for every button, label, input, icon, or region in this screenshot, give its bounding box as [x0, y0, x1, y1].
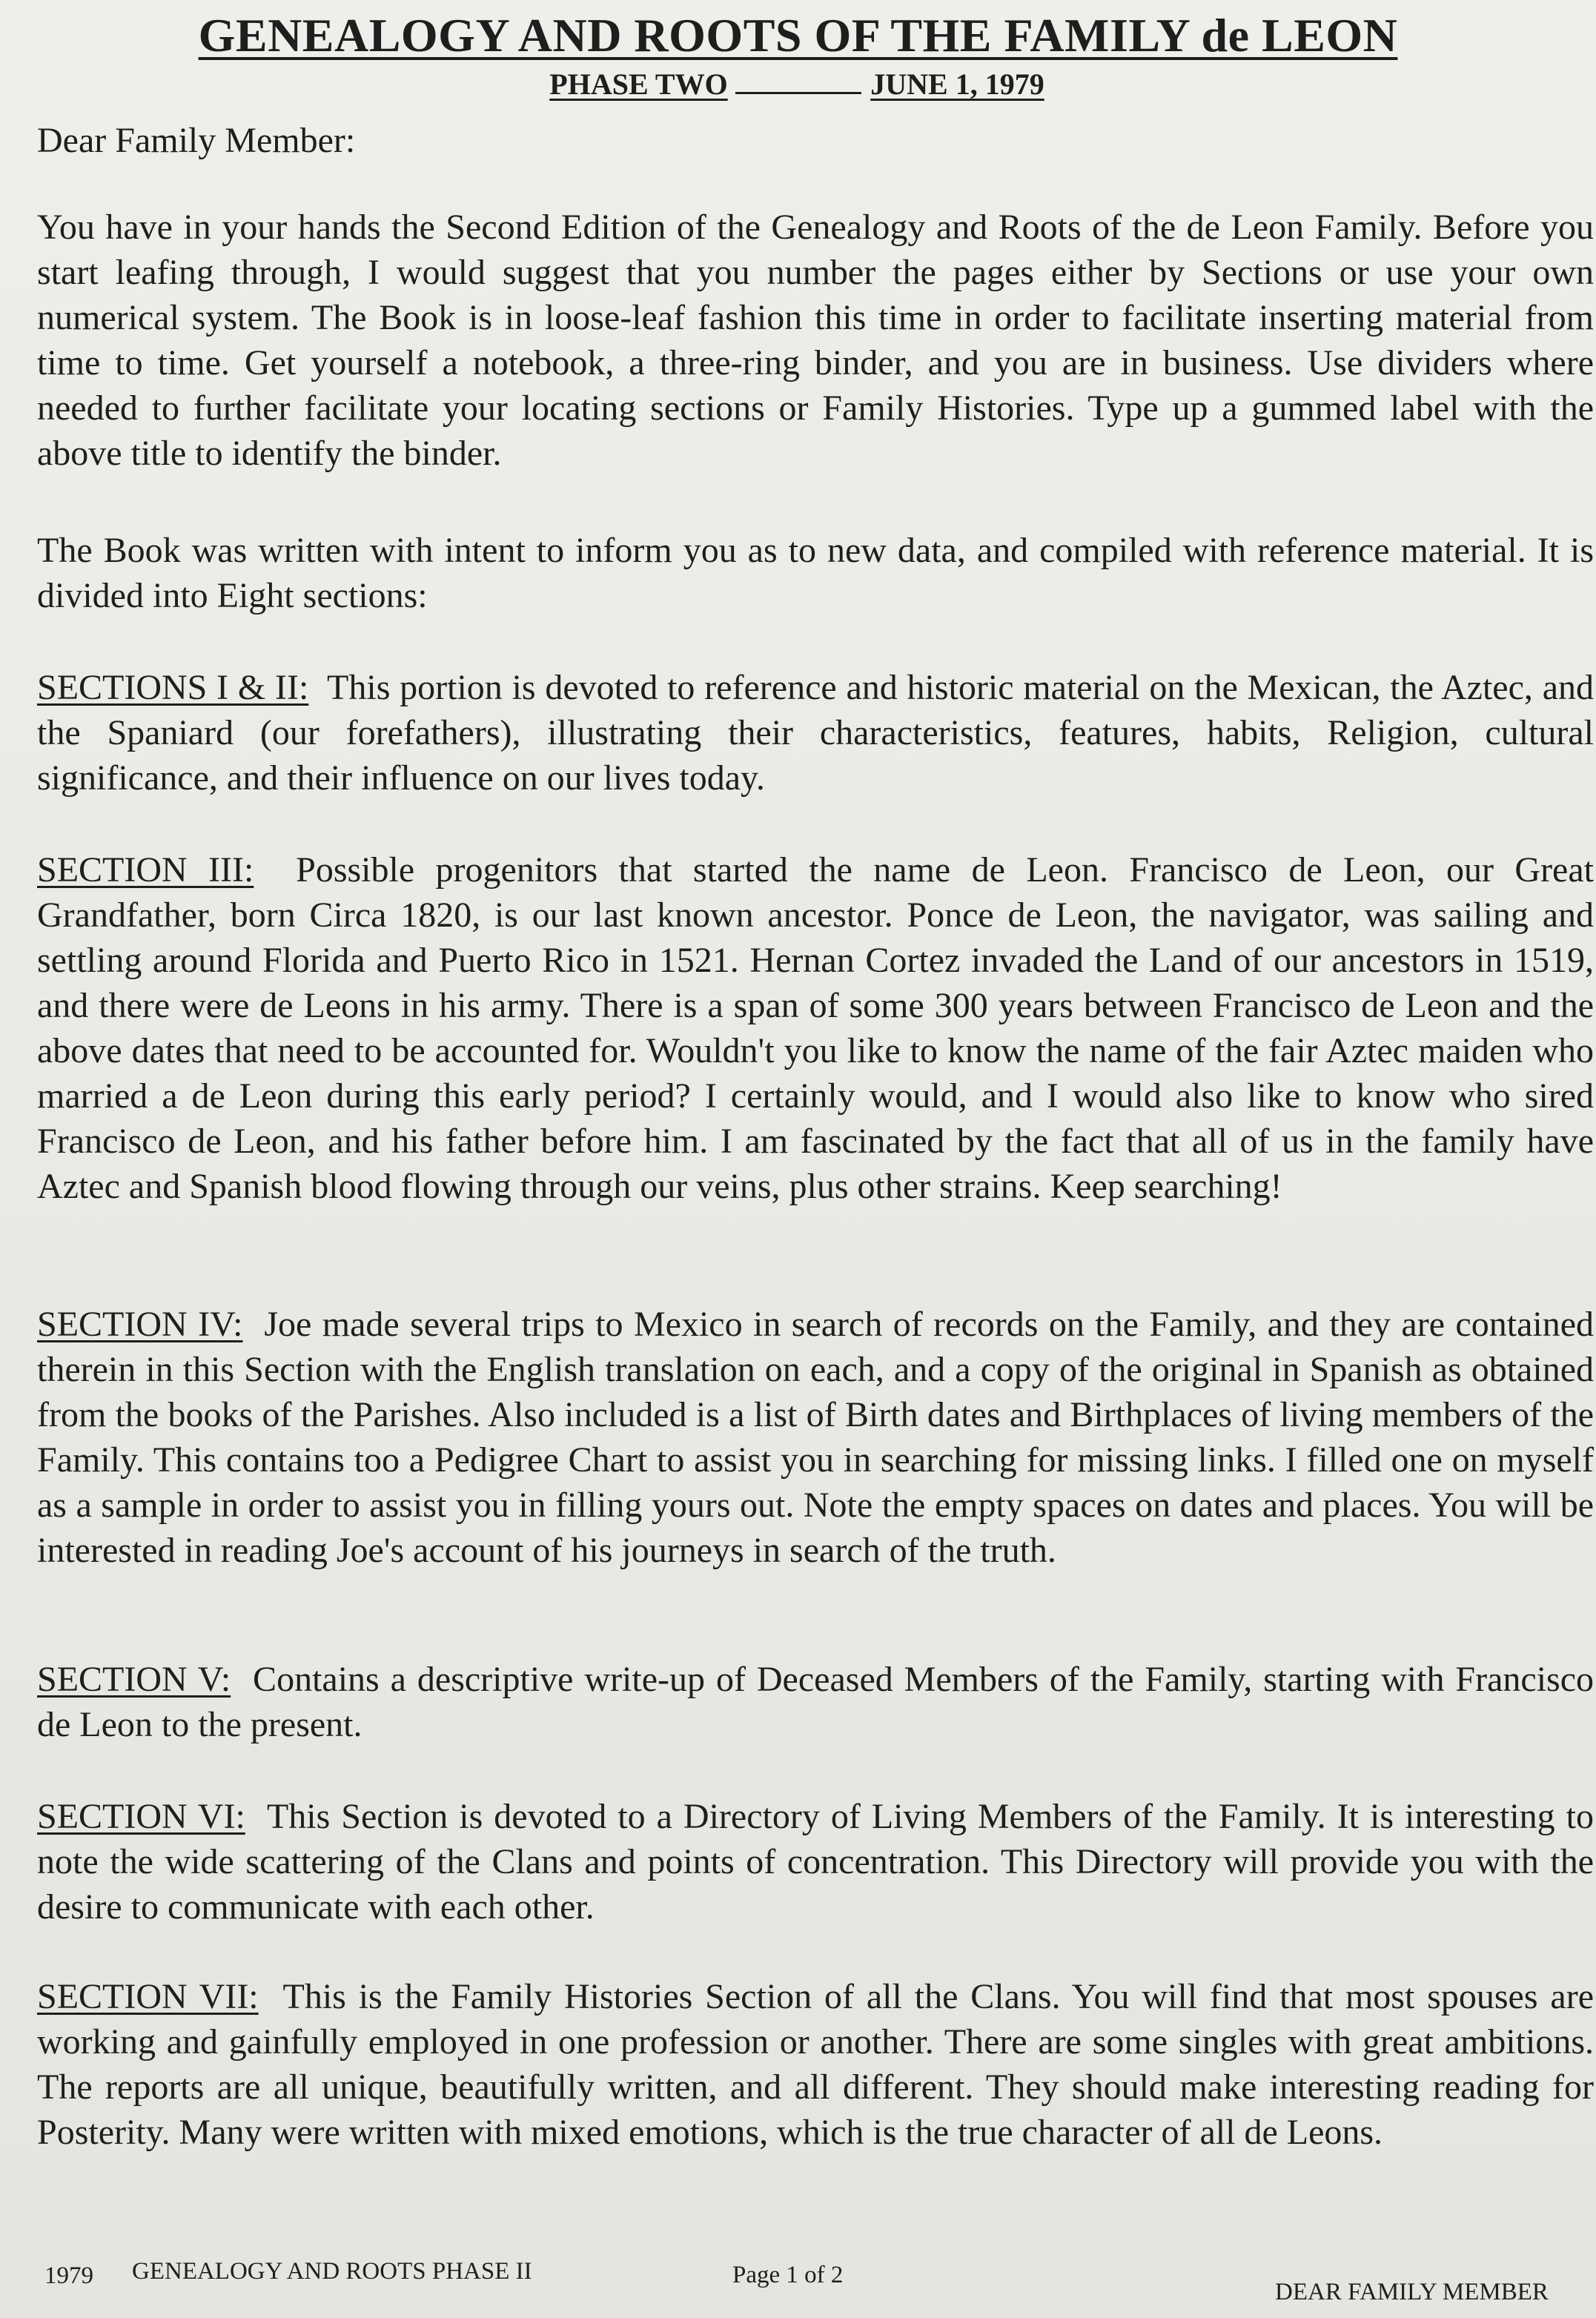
section-paragraph-1-2 — [37, 665, 1594, 801]
section-text: This Section is devoted to a Directory of Living Members of the Family. It is interesting to note the wide scattering of the Clans and points of concentration. This Directory will provide you with the desire to communicate with each other. — [37, 1797, 1594, 1927]
subtitle-rule — [735, 65, 861, 94]
section-paragraph-4 — [37, 1302, 1594, 1573]
salutation: Dear Family Member: — [37, 121, 356, 160]
footer-running-head: DEAR FAMILY MEMBER — [1275, 2279, 1549, 2305]
section-label: SECTION V: — [37, 1660, 231, 1699]
phase-label: PHASE TWO — [549, 67, 728, 101]
document-title — [0, 6, 1596, 65]
section-paragraph-7 — [37, 1974, 1594, 2155]
section-label: SECTION III: — [37, 850, 254, 890]
section-label: SECTION VI: — [37, 1797, 245, 1836]
document-subtitle — [0, 65, 1596, 103]
footer-year: 1979 — [44, 2262, 93, 2289]
footer-document-title: GENEALOGY AND ROOTS PHASE II — [132, 2258, 532, 2285]
section-label: SECTION VII: — [37, 1977, 259, 2016]
section-text: This portion is devoted to reference and historic material on the Mexican, the Aztec, and the Spaniard (our forefathers), illustrating their characteristics, features, habits, Religion, cultural significance, and their influence on our lives today. — [37, 668, 1595, 798]
document-title-text: GENEALOGY AND ROOTS OF THE FAMILY de LEON — [198, 9, 1398, 62]
section-paragraph-6 — [37, 1794, 1594, 1930]
section-text: Possible progenitors that started the name de Leon. Francisco de Leon, our Great Grandfather, born Circa 1820, is our last known ancestor. Ponce de Leon, the navigator, was sailing and settling around Florida and Puerto Rico in 1521. Hernan Cortez invaded the Land of our ancestors in 1519, and there were de Leons in his army. There is a span of some 300 years between Francisco de Leon and the above dates that need to be accounted for. Wouldn't you like to know the name of the fair Aztec maiden who married a de Leon during this early period? I certainly would, and I would also like to know who sired Francisco de Leon, and his father before him. I am fascinated by the fact that all of us in the family have Aztec and Spanish blood flowing through our veins, plus other strains. Keep searching! — [37, 850, 1594, 1206]
document-date: JUNE 1, 1979 — [870, 67, 1044, 101]
section-text: Contains a descriptive write-up of Deceased Members of the Family, starting with Francisco de Leon to the present. — [37, 1660, 1595, 1744]
section-paragraph-3 — [37, 847, 1594, 1209]
section-text: Joe made several trips to Mexico in search of records on the Family, and they are contained therein in this Section with the English translation on each, and a copy of the original in Spanish as obtained from the books of the Parishes. Also included is a list of Birth dates and Birthplaces of living members of the Family. This contains too a Pedigree Chart to assist you in searching for missing links. I filled one on myself as a sample in order to assist you in filling yours out. Note the empty spaces on dates and places. You will be interested in reading Joe's account of his journeys in search of the truth. — [37, 1305, 1595, 1570]
intro-paragraph-1: You have in your hands the Second Edition of the Genealogy and Roots of the de Leon Family. Before you start leafing through, I would suggest that you number the pages either by Sections or use your own numerical system. The Book is in loose-leaf fashion this time in order to facilitate inserting material from time to time. Get yourself a notebook, a three-ring binder, and you are in business. Use dividers where needed to further facilitate your locating sections or Family Histories. Type up a gummed label with the above title to identify the binder. — [37, 208, 1594, 473]
footer-page-number: Page 1 of 2 — [732, 2262, 844, 2288]
section-text: This is the Family Histories Section of all the Clans. You will find that most spouses are working and gainfully employed in one profession or another. There are some singles with great ambitions. The reports are all unique, beautifully written, and all different. They should make interesting reading for Posterity. Many were written with mixed emotions, which is the true character of all de Leons. — [37, 1977, 1594, 2152]
intro-paragraph-2: The Book was written with intent to inform you as to new data, and compiled with reference material. It is divided into Eight sections: — [37, 531, 1594, 615]
section-label: SECTIONS I & II: — [37, 668, 309, 707]
section-paragraph-5 — [37, 1657, 1594, 1747]
section-label: SECTION IV: — [37, 1305, 243, 1344]
